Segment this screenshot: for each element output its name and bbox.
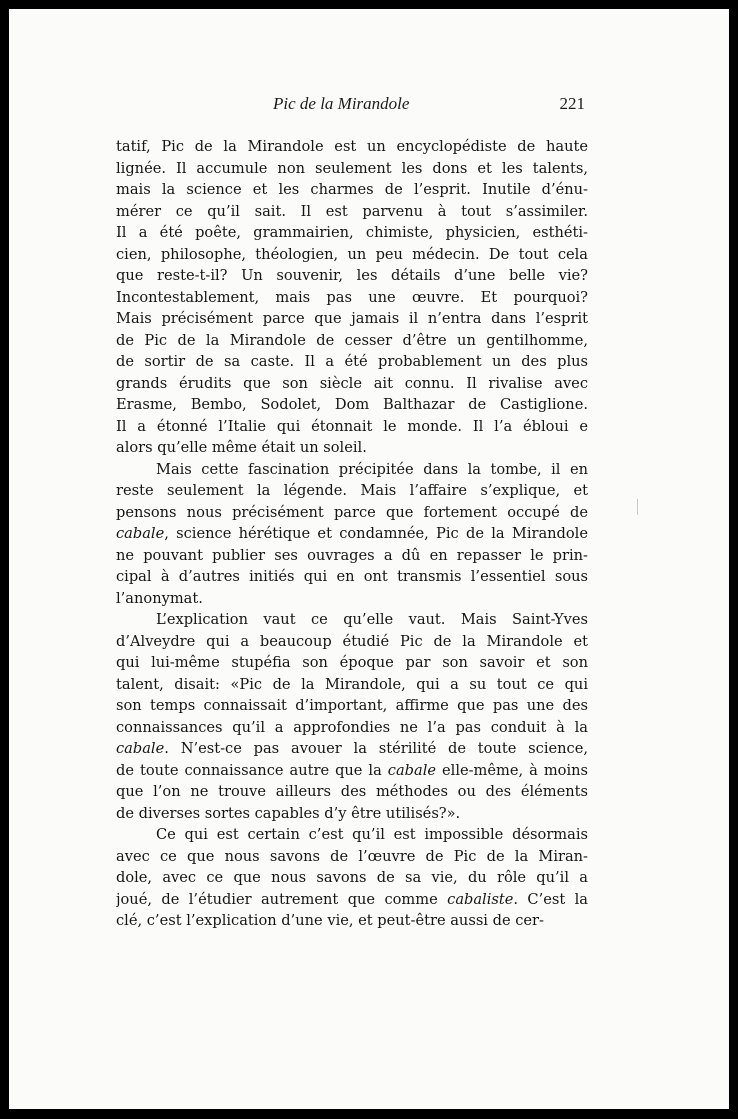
- text-run: grands érudits que son siècle ait connu. Il rivalise avec: [116, 374, 588, 392]
- text-run: alors qu’elle même était un soleil.: [116, 439, 367, 456]
- text-run: mais la science et les charmes de l’esprit. Inutile d’énu-: [116, 181, 588, 198]
- text-line: [116, 674, 588, 696]
- text-line: [116, 459, 588, 481]
- text-line: [116, 179, 588, 201]
- text-run: Mais précisément parce que jamais il n’entra dans l’esprit: [116, 310, 588, 327]
- text-run: que reste-t-il? Un souvenir, les détails d’une belle vie?: [116, 267, 588, 284]
- text-run: cipal à d’autres initiés qui en ont transmis l’essentiel sous: [116, 568, 588, 585]
- text-line: [116, 738, 588, 760]
- paragraph: [116, 459, 588, 610]
- text-run: . C’est la: [513, 890, 588, 908]
- text-run: cien, philosophe, théologien, un peu médecin. De tout cela: [116, 245, 588, 263]
- text-line: [116, 803, 588, 825]
- text-line: [116, 523, 588, 545]
- text-line: [116, 652, 588, 674]
- text-run: d’Alveydre qui a beaucoup étudié Pic de la Mirandole et: [116, 632, 588, 650]
- text-run: joué, de l’étudier autrement que comme: [116, 890, 448, 908]
- text-line: [116, 158, 588, 180]
- italic-term: cabale: [387, 761, 437, 779]
- text-line: [116, 394, 588, 416]
- text-line: [116, 330, 588, 352]
- italic-term: cabale: [116, 740, 165, 757]
- text-run: Incontestablement, mais pas une œuvre. Et pourquoi?: [116, 288, 588, 306]
- running-head: [9, 94, 729, 118]
- book-page: [9, 9, 729, 1109]
- text-run: tatif, Pic de la Mirandole est un encyclopédiste de haute: [116, 138, 588, 155]
- text-run: elle-même, à moins: [436, 761, 588, 779]
- text-run: Mais cette fascination précipitée dans la tombe, il en: [156, 460, 588, 478]
- text-run: Erasme, Bembo, Sodolet, Dom Balthazar de Castiglione.: [116, 396, 588, 413]
- text-line: [116, 545, 588, 567]
- text-run: Il a étonné l’Italie qui étonnait le monde. Il l’a ébloui e: [116, 417, 588, 435]
- text-run: . N’est-ce pas avouer la stérilité de toute science,: [164, 740, 588, 757]
- text-run: que l’on ne trouve ailleurs des méthodes ou des éléments: [116, 783, 588, 800]
- text-run: avec ce que nous savons de l’œuvre de Pic de la Miran-: [116, 847, 588, 865]
- text-line: [116, 480, 588, 502]
- text-run: de sortir de sa caste. Il a été probablement un des plus: [116, 353, 588, 370]
- paragraph: [116, 824, 588, 932]
- text-run: , science hérétique et condamnée, Pic de la Mirandole: [164, 525, 588, 542]
- text-line: [116, 244, 588, 266]
- text-run: Il a été poête, grammairien, chimiste, physicien, esthéti-: [116, 224, 588, 241]
- text-line: [116, 781, 588, 803]
- text-line: [116, 502, 588, 524]
- text-line: [116, 566, 588, 588]
- text-run: ne pouvant publier ses ouvrages a dû en repasser le prin-: [116, 546, 588, 564]
- text-line: [116, 824, 588, 846]
- text-line: [116, 846, 588, 868]
- text-run: de Pic de la Mirandole de cesser d’être un gentilhomme,: [116, 331, 588, 349]
- text-line: [116, 136, 588, 158]
- text-line: [116, 308, 588, 330]
- text-run: clé, c’est l’explication d’une vie, et peut-être aussi de cer-: [116, 912, 544, 929]
- paragraph: [116, 609, 588, 824]
- text-line: [116, 609, 588, 631]
- text-line: [116, 416, 588, 438]
- text-run: qui lui-même stupéfia son époque par son savoir et son: [116, 654, 588, 671]
- text-run: l’anonymat.: [116, 589, 203, 607]
- text-line: [116, 588, 588, 610]
- text-line: [116, 760, 588, 782]
- text-run: L’explication vaut ce qu’elle vaut. Mais Saint-Yves: [156, 611, 588, 628]
- text-line: [116, 287, 588, 309]
- text-line: [116, 437, 588, 459]
- text-line: [116, 222, 588, 244]
- italic-term: cabaliste: [447, 890, 514, 908]
- body-text: [116, 136, 588, 932]
- text-run: de diverses sortes capables d’y être utilisés?».: [116, 804, 461, 822]
- page-number: 221: [559, 94, 585, 113]
- running-title: Pic de la Mirandole: [273, 94, 410, 113]
- text-line: [116, 910, 588, 932]
- paragraph: [116, 136, 588, 459]
- text-line: [116, 889, 588, 911]
- text-run: lignée. Il accumule non seulement les dons et les talents,: [116, 159, 588, 177]
- italic-term: cabale: [116, 525, 165, 542]
- text-run: Ce qui est certain c’est qu’il est impossible désormais: [156, 826, 588, 843]
- text-line: [116, 867, 588, 889]
- text-run: pensons nous précisément parce que fortement occupé de: [116, 503, 588, 521]
- text-run: dole, avec ce que nous savons de sa vie, du rôle qu’il a: [116, 869, 588, 886]
- text-line: [116, 631, 588, 653]
- text-run: son temps connaissait d’important, affirme que pas une des: [116, 697, 588, 714]
- text-line: [116, 695, 588, 717]
- text-line: [116, 717, 588, 739]
- text-run: reste seulement la légende. Mais l’affaire s’explique, et: [116, 482, 588, 499]
- scan-mark: [637, 499, 638, 515]
- text-run: de toute connaissance autre que la: [116, 761, 388, 779]
- text-line: [116, 351, 588, 373]
- text-line: [116, 201, 588, 223]
- text-line: [116, 373, 588, 395]
- text-line: [116, 265, 588, 287]
- text-run: talent, disait: «Pic de la Mirandole, qui a su tout ce qui: [116, 675, 588, 693]
- text-run: connaissances qu’il a approfondies ne l’a pas conduit à la: [116, 718, 588, 736]
- text-run: mérer ce qu’il sait. Il est parvenu à tout s’assimiler.: [116, 202, 588, 220]
